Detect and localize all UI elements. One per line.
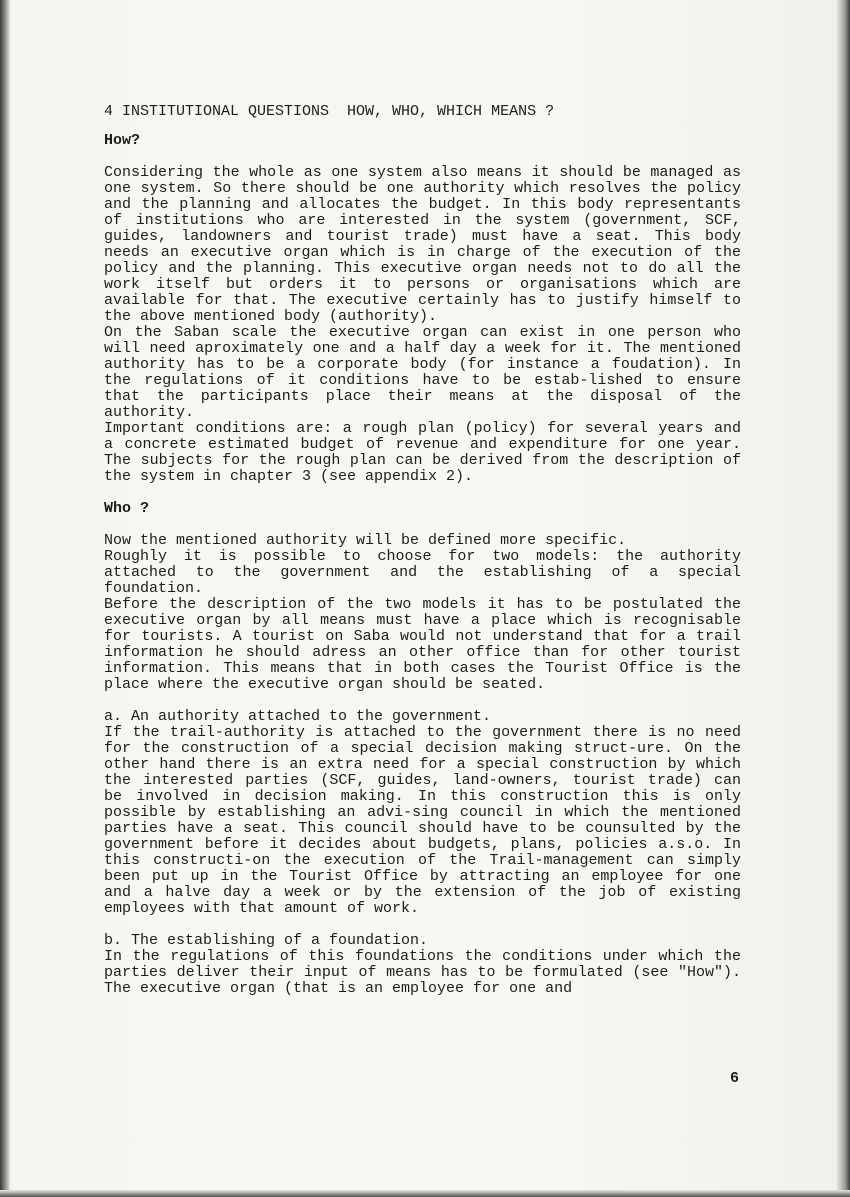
chapter-heading: 4 INSTITUTIONAL QUESTIONS HOW, WHO, WHICH MEANS ?	[104, 103, 555, 120]
scan-edge-left	[0, 0, 10, 1197]
who-paragraph-1: Now the mentioned authority will be defined more specific.	[104, 532, 627, 549]
scan-edge-right	[836, 0, 850, 1197]
who-paragraph-3: Before the description of the two models it has to be postulated the executive organ by all means must have a place which is recognisable for tourists. A tourist on Saba would not understand that for a trail information he should adress an other office than for other tourist information. This means that in both cases the Tourist Office is the place where the executive organ should be seated.	[104, 596, 741, 693]
model-a-title: a. An authority attached to the government.	[104, 708, 492, 725]
model-b-text: In the regulations of this foundations the conditions under which the parties deliver their input of means has to be formulated (see "How"). The executive organ (that is an employee for one and	[104, 948, 741, 997]
model-a-text: If the trail-authority is attached to the government there is no need for the construction of a special decision making struct-ure. On the other hand there is an extra need for a special construction by which the interested parties (SCF, guides, land-owners, tourist trade) can be involved in decision making. In this construction this is only possible by establishing an advi-sing council in which the mentioned parties have a seat. This council should have to be counsulted by the government before it decides about budgets, plans, policies a.s.o. In this constructi-on the execution of the Trail-management can simply been put up in the Tourist Office by attracting an employee for one and a halve day a week or by the extension of the job of existing employees with that amount of work.	[104, 724, 741, 917]
section-title-how: How?	[104, 132, 141, 149]
how-paragraph-3: Important conditions are: a rough plan (policy) for several years and a concrete estimated budget of revenue and expenditure for one year. The subjects for the rough plan can be derived from the description of the system in chapter 3 (see appendix 2).	[104, 420, 741, 485]
page-number: 6	[730, 1070, 740, 1087]
scan-edge-bottom	[0, 1190, 850, 1197]
how-paragraph-1: Considering the whole as one system also means it should be managed as one system. So there should be one authority which resolves the policy and the planning and allocates the budget. In this body representants of institutions who are interested in the system (government, SCF, guides, landowners and tourist trade) must have a seat. This body needs an executive organ which is in charge of the execution of the policy and the planning. This executive organ needs not to do all the work itself but orders it to persons or organisations which are available for that. The executive certainly has to justify himself to the above mentioned body (authority).	[104, 164, 741, 325]
how-paragraph-2: On the Saban scale the executive organ can exist in one person who will need aproximately one and a half day a week for it. The mentioned authority has to be a corporate body (for instance a foudation). In the regulations of it conditions have to be estab-lished to ensure that the participants place their means at the disposal of the authority.	[104, 324, 741, 421]
model-b-title: b. The establishing of a foundation.	[104, 932, 429, 949]
who-paragraph-2: Roughly it is possible to choose for two models: the authority attached to the government and the establishing of a special foundation.	[104, 548, 741, 597]
page-content	[104, 104, 741, 997]
section-title-who: Who ?	[104, 500, 150, 517]
